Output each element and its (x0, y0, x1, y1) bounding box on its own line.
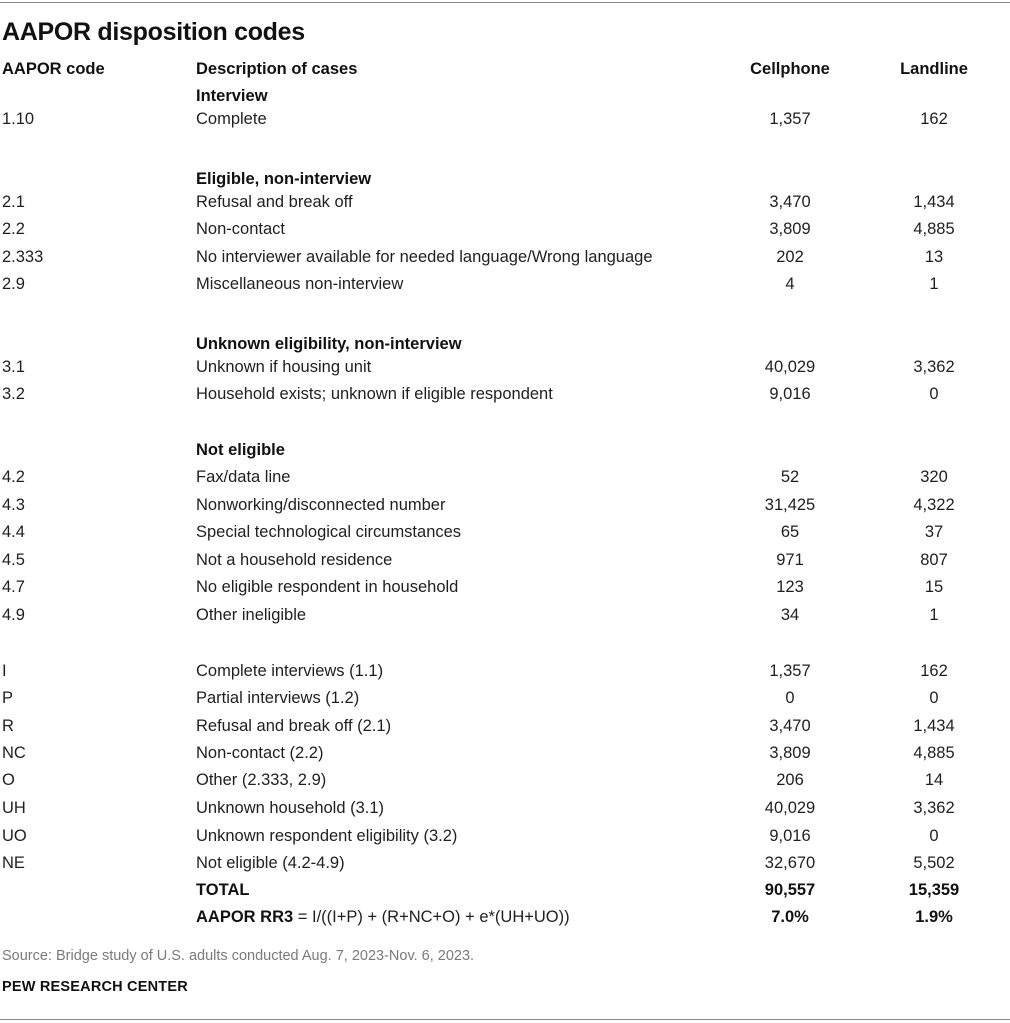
section-heading: Unknown eligibility, non-interview (196, 335, 462, 353)
section-heading: Interview (196, 87, 268, 105)
row-landline: 37 (924, 523, 944, 541)
row-cellphone: 3,809 (769, 220, 811, 238)
row-landline: 1,434 (913, 717, 955, 735)
row-cellphone: 40,029 (764, 358, 816, 376)
row-code: 4.5 (2, 551, 25, 569)
row-cellphone: 206 (776, 771, 804, 789)
row-landline: 5,502 (913, 854, 955, 872)
row-landline: 4,885 (913, 744, 955, 762)
row-description: No interviewer available for needed language/Wrong language (196, 248, 653, 266)
top-rule (0, 2, 1010, 3)
row-landline: 1 (929, 606, 939, 624)
row-cellphone: 971 (776, 551, 804, 569)
row-cellphone: 1,357 (769, 662, 811, 680)
row-code: O (2, 771, 15, 789)
row-code: 3.2 (2, 385, 25, 403)
row-code: 2.9 (2, 275, 25, 293)
org-credit: PEW RESEARCH CENTER (2, 979, 188, 995)
rr3-cellphone: 7.0% (771, 908, 809, 926)
row-description: Unknown if housing unit (196, 358, 372, 376)
row-code: I (2, 662, 7, 680)
row-description: Non-contact (196, 220, 285, 238)
row-cellphone: 3,809 (769, 744, 811, 762)
row-description: Household exists; unknown if eligible respondent (196, 385, 553, 403)
row-description: No eligible respondent in household (196, 578, 459, 596)
row-landline: 807 (920, 551, 948, 569)
row-cellphone: 31,425 (764, 496, 816, 514)
row-landline: 0 (929, 827, 939, 845)
row-cellphone: 40,029 (764, 799, 816, 817)
section-heading: Eligible, non-interview (196, 170, 372, 188)
row-cellphone: 9,016 (769, 385, 811, 403)
row-code: UH (2, 799, 26, 817)
row-landline: 162 (920, 662, 948, 680)
row-cellphone: 0 (785, 689, 795, 707)
page-title: AAPOR disposition codes (2, 18, 305, 46)
total-landline: 15,359 (908, 881, 960, 899)
row-cellphone: 52 (780, 468, 800, 486)
row-description: Complete (196, 110, 267, 128)
total-label: TOTAL (196, 881, 250, 899)
total-cellphone: 90,557 (764, 881, 816, 899)
row-cellphone: 9,016 (769, 827, 811, 845)
row-cellphone: 65 (780, 523, 800, 541)
row-landline: 1 (929, 275, 939, 293)
row-description: Not eligible (4.2-4.9) (196, 854, 345, 872)
row-code: 4.3 (2, 496, 25, 514)
row-code: 2.1 (2, 193, 25, 211)
rr3-landline: 1.9% (915, 908, 953, 926)
row-description: Special technological circumstances (196, 523, 462, 541)
bottom-rule (0, 1019, 1010, 1020)
row-landline: 14 (924, 771, 944, 789)
row-description: Unknown respondent eligibility (3.2) (196, 827, 458, 845)
section-heading: Not eligible (196, 441, 285, 459)
row-landline: 320 (920, 468, 948, 486)
rr3-label: AAPOR RR3 (196, 908, 294, 926)
row-description: Miscellaneous non-interview (196, 275, 404, 293)
header-cellphone: Cellphone (750, 60, 830, 78)
row-code: NE (2, 854, 25, 872)
row-landline: 3,362 (913, 799, 955, 817)
row-code: 4.7 (2, 578, 25, 596)
header-landline: Landline (900, 60, 968, 78)
row-code: NC (2, 744, 26, 762)
row-landline: 13 (924, 248, 944, 266)
header-aapor-code: AAPOR code (2, 60, 105, 78)
row-description: Partial interviews (1.2) (196, 689, 360, 707)
row-landline: 1,434 (913, 193, 955, 211)
row-code: 2.2 (2, 220, 25, 238)
row-description: Complete interviews (1.1) (196, 662, 384, 680)
row-cellphone: 3,470 (769, 193, 811, 211)
row-cellphone: 202 (776, 248, 804, 266)
row-landline: 4,885 (913, 220, 955, 238)
row-description: Other ineligible (196, 606, 307, 624)
row-cellphone: 123 (776, 578, 804, 596)
row-landline: 0 (929, 385, 939, 403)
header-description: Description of cases (196, 60, 358, 78)
row-cellphone: 4 (785, 275, 795, 293)
row-code: 4.9 (2, 606, 25, 624)
row-description: Other (2.333, 2.9) (196, 771, 327, 789)
row-landline: 162 (920, 110, 948, 128)
row-description: Refusal and break off (196, 193, 353, 211)
row-description: Fax/data line (196, 468, 291, 486)
row-description: Unknown household (3.1) (196, 799, 385, 817)
row-code: UO (2, 827, 27, 845)
row-code: 2.333 (2, 248, 44, 266)
row-cellphone: 32,670 (764, 854, 816, 872)
source-note: Source: Bridge study of U.S. adults conducted Aug. 7, 2023-Nov. 6, 2023. (2, 948, 475, 964)
row-code: 1.10 (2, 110, 35, 128)
row-landline: 15 (924, 578, 944, 596)
row-description: Non-contact (2.2) (196, 744, 324, 762)
row-landline: 3,362 (913, 358, 955, 376)
row-cellphone: 1,357 (769, 110, 811, 128)
rr3-formula-line (196, 907, 570, 927)
row-description: Nonworking/disconnected number (196, 496, 446, 514)
row-code: R (2, 717, 14, 735)
row-description: Refusal and break off (2.1) (196, 717, 392, 735)
row-landline: 0 (929, 689, 939, 707)
row-code: 4.4 (2, 523, 25, 541)
row-code: P (2, 689, 14, 707)
row-code: 3.1 (2, 358, 25, 376)
row-cellphone: 34 (780, 606, 800, 624)
rr3-formula: = I/((I+P) + (R+NC+O) + e*(UH+UO)) (293, 908, 570, 926)
row-code: 4.2 (2, 468, 25, 486)
row-description: Not a household residence (196, 551, 393, 569)
row-cellphone: 3,470 (769, 717, 811, 735)
row-landline: 4,322 (913, 496, 955, 514)
